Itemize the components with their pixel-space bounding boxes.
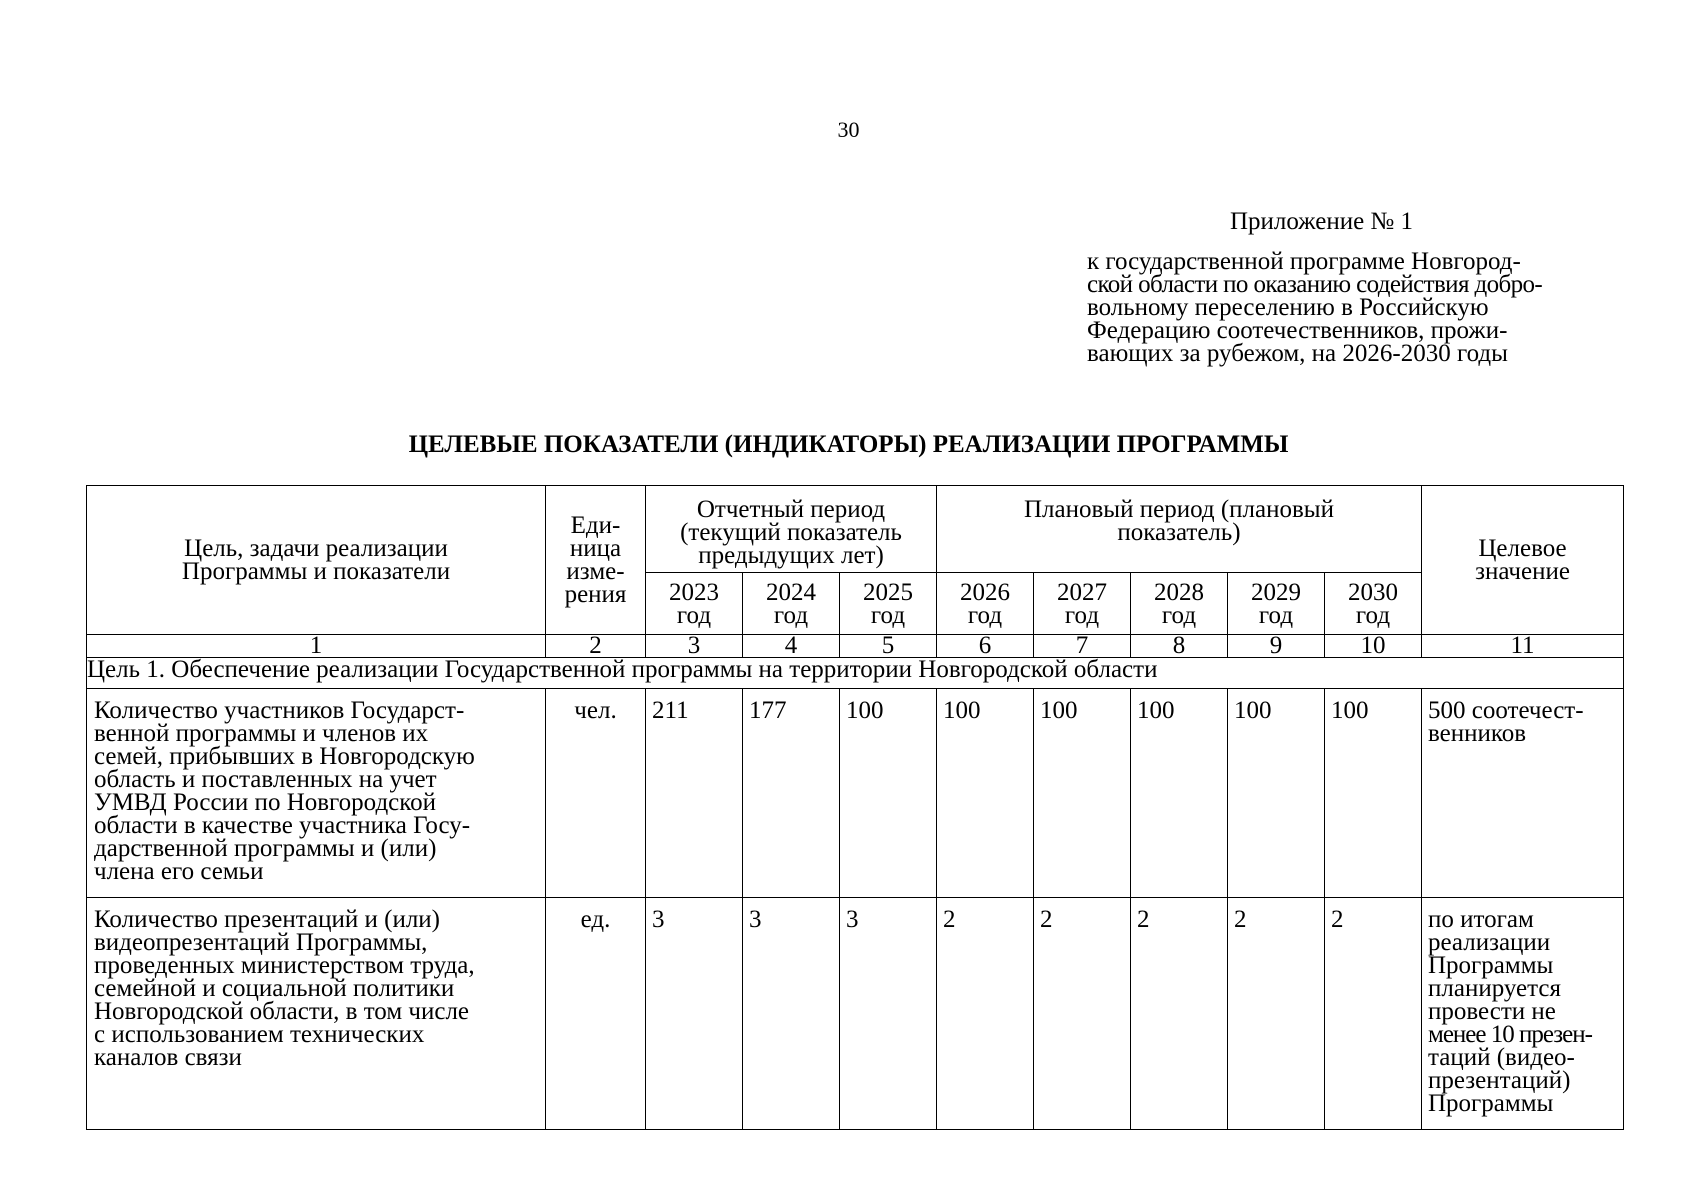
value-2028: 2 [1131, 898, 1228, 1130]
header-target: Целевое значение [1422, 486, 1624, 635]
column-number: 6 [937, 635, 1034, 658]
header-goal: Цель, задачи реализации Программы и показатели [87, 486, 546, 635]
indicators-table [86, 485, 1624, 1130]
value-2029: 100 [1228, 689, 1325, 898]
header-year-2027: 2027 год [1034, 573, 1131, 635]
column-number: 8 [1131, 635, 1228, 658]
header-unit: Еди- ница изме- рения [546, 486, 646, 635]
indicator-name: Количество участников Государст- венной программы и членов их семей, прибывших в Новгородскую область и поставленных на учет УМВД России по Новгородской области в качестве участника Госу- дарственной программы и (или) члена его семьи [87, 689, 546, 898]
annex-line: вающих за рубежом, на 2026-2030 годы [1087, 340, 1508, 367]
header-year-2028: 2028 год [1131, 573, 1228, 635]
value-2027: 2 [1034, 898, 1131, 1130]
indicator-unit: ед. [546, 898, 646, 1130]
header-year-2029: 2029 год [1228, 573, 1325, 635]
value-2028: 100 [1131, 689, 1228, 898]
header-year-2025: 2025 год [840, 573, 937, 635]
indicator-unit: чел. [546, 689, 646, 898]
annex-title: Приложение № 1 [1230, 208, 1414, 235]
column-number: 5 [840, 635, 937, 658]
column-number: 11 [1422, 635, 1624, 658]
document-title: ЦЕЛЕВЫЕ ПОКАЗАТЕЛИ (ИНДИКАТОРЫ) РЕАЛИЗАЦИИ ПРОГРАММЫ [408, 431, 1289, 458]
value-2025: 3 [840, 898, 937, 1130]
page-number: 30 [837, 117, 860, 142]
target-value: 500 соотечест- венников [1422, 689, 1624, 898]
value-2029: 2 [1228, 898, 1325, 1130]
value-2026: 100 [937, 689, 1034, 898]
column-number: 9 [1228, 635, 1325, 658]
table-row [87, 689, 1624, 898]
column-number: 1 [87, 635, 546, 658]
column-number: 10 [1325, 635, 1422, 658]
header-year-2023: 2023 год [646, 573, 743, 635]
value-2023: 211 [646, 689, 743, 898]
goal-text: Цель 1. Обеспечение реализации Государственной программы на территории Новгородской области [87, 658, 1624, 689]
header-year-2024: 2024 год [743, 573, 840, 635]
target-value: по итогам реализации Программы планируется провести не менее 10 презен- таций (видео- презентаций) Программы [1422, 898, 1624, 1130]
annex-line: вольному переселению в Российскую [1087, 294, 1489, 321]
value-2026: 2 [937, 898, 1034, 1130]
value-2027: 100 [1034, 689, 1131, 898]
column-number: 3 [646, 635, 743, 658]
annex-line: ской области по оказанию содействия добро- [1087, 271, 1543, 298]
annex-text [1087, 250, 1597, 365]
annex-line: к государственной программе Новгород- [1087, 248, 1521, 275]
goal-row [87, 658, 1624, 689]
header-plan-period: Плановый период (плановый показатель) [937, 486, 1422, 573]
table-row [87, 898, 1624, 1130]
annex-line: Федерацию соотечественников, прожи- [1087, 317, 1508, 344]
column-number: 7 [1034, 635, 1131, 658]
header-year-2030: 2030 год [1325, 573, 1422, 635]
value-2025: 100 [840, 689, 937, 898]
column-number: 2 [546, 635, 646, 658]
value-2030: 100 [1325, 689, 1422, 898]
indicator-name: Количество презентаций и (или) видеопрезентаций Программы, проведенных министерством труда, семейной и социальной политики Новгородской области, в том числе с использованием технических каналов связи [87, 898, 546, 1130]
value-2024: 177 [743, 689, 840, 898]
column-number-row [87, 635, 1624, 658]
value-2023: 3 [646, 898, 743, 1130]
header-row-1 [87, 486, 1624, 573]
value-2024: 3 [743, 898, 840, 1130]
column-number: 4 [743, 635, 840, 658]
header-year-2026: 2026 год [937, 573, 1034, 635]
value-2030: 2 [1325, 898, 1422, 1130]
header-report-period: Отчетный период (текущий показатель предыдущих лет) [646, 486, 937, 573]
